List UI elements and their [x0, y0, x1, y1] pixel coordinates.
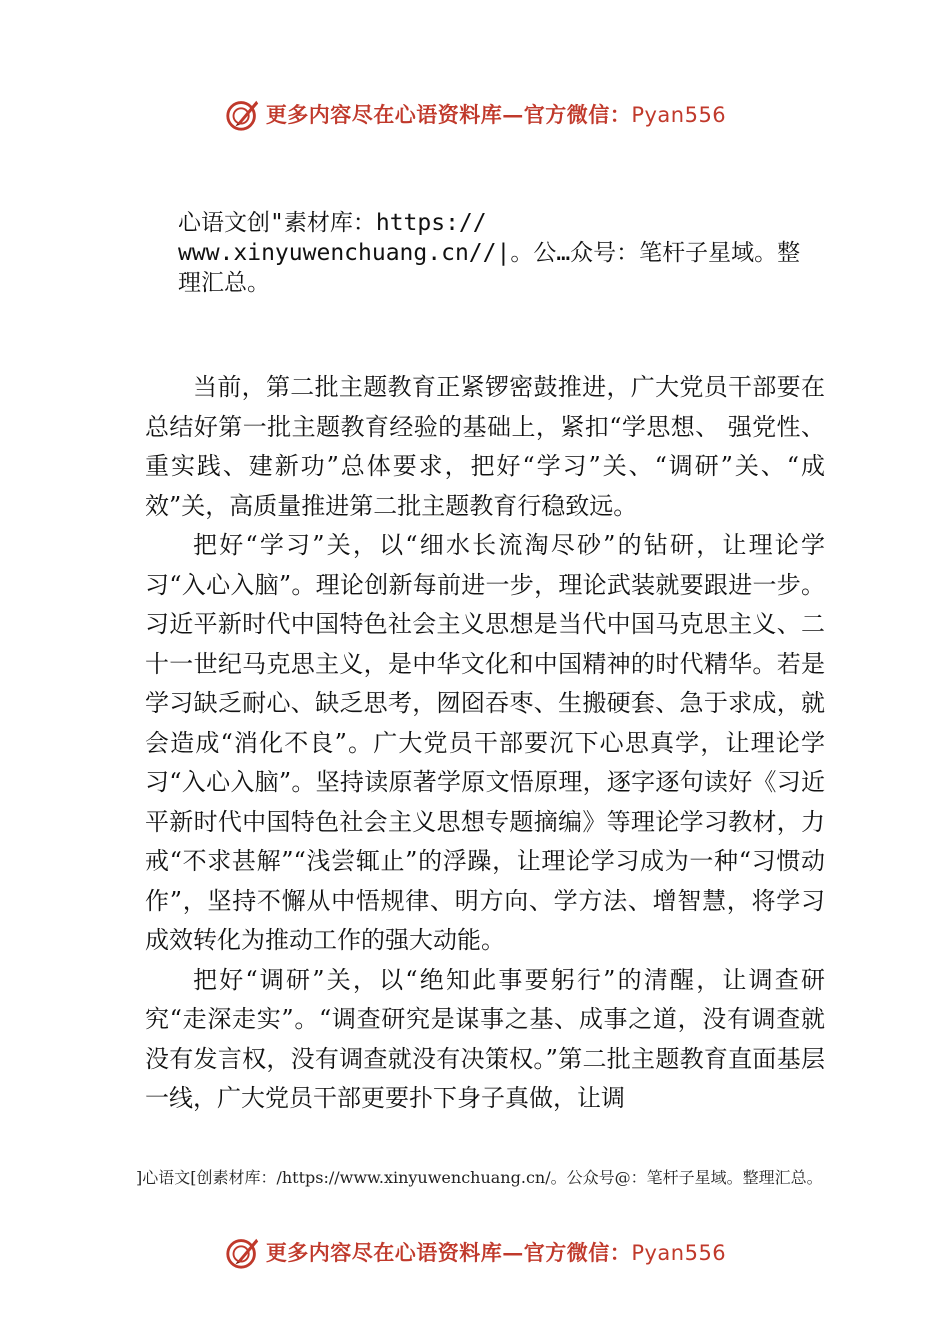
source-note [178, 208, 828, 298]
banner-wechat-id: Pyan556 [631, 103, 727, 127]
paragraph: 把好“学习”关，以“细水长流淘尽砂”的钻研，让理论学习“入心入脑”。理论创新每前进一步，理论武装就要跟进一步。习近平新时代中国特色社会主义思想是当代中国马克思主义、二十一世纪马克思主义，是中华文化和中国精神的时代精华。若是学习缺乏耐心、缺乏思考，囫囵吞枣、生搬硬套、急于求成，就会造成“消化不良”。广大党员干部要沉下心思真学，让理论学习“入心入脑”。坚持读原著学原文悟原理，逐字逐句读好《习近平新时代中国特色社会主义思想专题摘编》等理论学习教材，力戒“不求甚解”“浅尝辄止”的浮躁，让理论学习成为一种“习惯动作”，坚持不懈从中悟规律、明方向、学方法、增智慧，将学习成效转化为推动工作的强大动能。 [145, 531, 825, 954]
source-note-line: 理汇总。 [178, 270, 270, 296]
paragraph: 当前，第二批主题教育正紧锣密鼓推进，广大党员干部要在总结好第一批主题教育经验的基础上，紧扣“学思想、 强党性、重实践、建新功”总体要求，把好“学习”关、“调研”关、“成效”关，高质量推进第二批主题教育行稳致远。 [145, 373, 825, 520]
banner-text-cn: 更多内容尽在心语资料库—官方微信： [265, 1240, 632, 1265]
header-banner [0, 92, 950, 136]
banner-wechat-id: Pyan556 [631, 1241, 727, 1265]
article-body [145, 368, 825, 1119]
banner-text [266, 1237, 726, 1267]
banner-text-cn: 更多内容尽在心语资料库—官方微信： [265, 102, 632, 127]
quill-pen-logo-icon [224, 95, 262, 133]
banner-text [266, 99, 726, 129]
source-note-line: 心语文创"素材库：https:// [178, 210, 487, 236]
paragraph: 把好“调研”关，以“绝知此事要躬行”的清醒，让调查研究“走深走实”。“调查研究是谋事之基、成事之道，没有调查就没有发言权，没有调查就没有决策权。”第二批主题教育直面基层一线，广大党员干部更要扑下身子真做，让调 [145, 965, 825, 1112]
quill-pen-logo-icon [224, 1233, 262, 1271]
source-note-line: www.xinyuwenchuang.cn//|。公…众号：笔杆子星域。整 [178, 240, 801, 266]
footer-banner [0, 1230, 950, 1274]
footer-note: ]心语文[创素材库：/https://www.xinyuwenchuang.cn/。公众号@：笔杆子星域。整理汇总。 [136, 1168, 823, 1187]
